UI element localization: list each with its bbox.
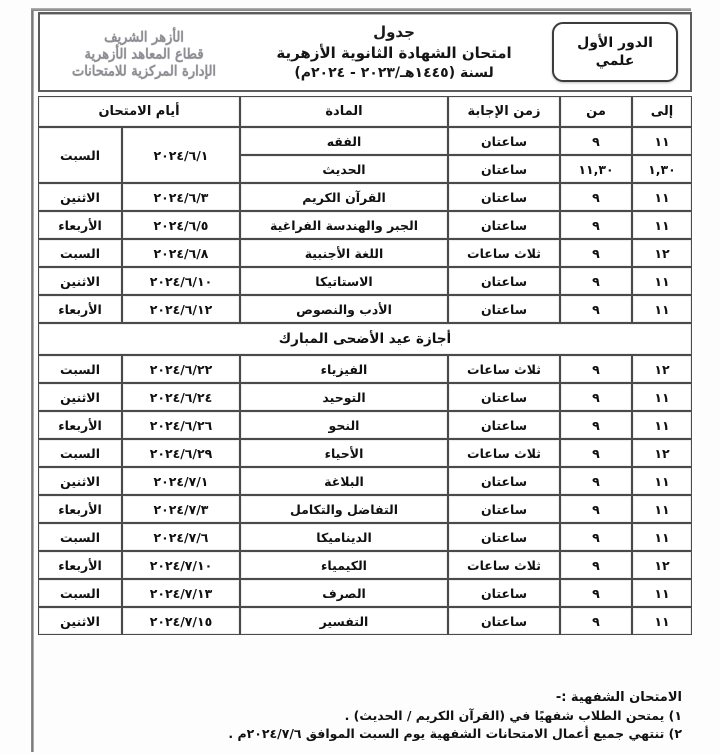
cell-date: ٢٠٢٤/٦/٥: [122, 211, 240, 239]
cell-subject: الفيزياء: [240, 355, 448, 383]
cell-from: ٩: [560, 267, 632, 295]
round-badge-line-2: علمي: [595, 53, 635, 69]
cell-day: الأربعاء: [38, 295, 122, 323]
cell-subject: التفسير: [240, 607, 448, 635]
title-main: جدول: [373, 23, 415, 41]
table-row: [38, 211, 692, 239]
cell-day: السبت: [38, 239, 122, 267]
schedule-table-container: [38, 96, 692, 635]
title-year: لسنة (١٤٤٥هـ/٢٠٢٣ - ٢٠٢٤م): [294, 65, 494, 81]
table-row: [38, 267, 692, 295]
notes-item-2: ٢) تنتهي جميع أعمال الامتحانات الشفهية يوم السبت الموافق ٢٠٢٤/٧/٦م .: [228, 726, 682, 742]
cell-from: ١١,٣٠: [560, 155, 632, 183]
cell-duration: ساعتان: [448, 183, 560, 211]
round-badge: [540, 14, 690, 90]
cell-to: ١١: [632, 579, 692, 607]
table-head: [38, 96, 692, 127]
cell-subject: الفقه: [240, 127, 448, 155]
cell-date: ٢٠٢٤/٦/٨: [122, 239, 240, 267]
cell-to: ١١: [632, 295, 692, 323]
letterhead-line-2: قطاع المعاهد الأزهرية: [84, 45, 204, 63]
cell-subject: الديناميكا: [240, 523, 448, 551]
cell-subject: الجبر والهندسة الفراغية: [240, 211, 448, 239]
cell-day: الاثنين: [38, 467, 122, 495]
cell-date: ٢٠٢٤/٦/١: [122, 127, 240, 183]
column-header-from: من: [560, 96, 632, 127]
holiday-label: أجازة عيد الأضحى المبارك: [38, 323, 692, 355]
cell-day: الاثنين: [38, 607, 122, 635]
holiday-row: [38, 323, 692, 355]
cell-duration: ساعتان: [448, 411, 560, 439]
cell-date: ٢٠٢٤/٦/٢٢: [122, 355, 240, 383]
cell-subject: الاستاتيكا: [240, 267, 448, 295]
cell-subject: الأحياء: [240, 439, 448, 467]
table-row: [38, 495, 692, 523]
cell-subject: التوحيد: [240, 383, 448, 411]
cell-to: ١١: [632, 495, 692, 523]
cell-to: ١١: [632, 383, 692, 411]
table-body: [38, 127, 692, 635]
cell-to: ١١: [632, 523, 692, 551]
table-row: [38, 411, 692, 439]
cell-duration: ساعتان: [448, 495, 560, 523]
cell-duration: ثلاث ساعات: [448, 439, 560, 467]
cell-date: ٢٠٢٤/٧/٣: [122, 495, 240, 523]
cell-day: الأربعاء: [38, 211, 122, 239]
cell-duration: ساعتان: [448, 211, 560, 239]
cell-to: ١,٣٠: [632, 155, 692, 183]
cell-subject: الصرف: [240, 579, 448, 607]
table-row: [38, 551, 692, 579]
cell-day: السبت: [38, 523, 122, 551]
round-badge-line-1: الدور الأول: [577, 35, 653, 51]
notes-title: الامتحان الشفهية :-: [555, 690, 682, 705]
cell-subject: القرآن الكريم: [240, 183, 448, 211]
cell-day: السبت: [38, 355, 122, 383]
cell-to: ١١: [632, 267, 692, 295]
cell-subject: الكيمياء: [240, 551, 448, 579]
cell-from: ٩: [560, 239, 632, 267]
cell-to: ١١: [632, 607, 692, 635]
cell-duration: ساعتان: [448, 467, 560, 495]
exam-schedule-table: [38, 96, 692, 635]
oral-exam-notes: [228, 690, 682, 743]
cell-from: ٩: [560, 439, 632, 467]
cell-from: ٩: [560, 383, 632, 411]
cell-from: ٩: [560, 495, 632, 523]
letterhead-line-3: الإدارة المركزية للامتحانات: [71, 62, 217, 80]
cell-date: ٢٠٢٤/٦/٢٩: [122, 439, 240, 467]
table-row: [38, 355, 692, 383]
cell-day: السبت: [38, 127, 122, 183]
page-frame-line: [31, 8, 34, 752]
page-frame-top-line: [31, 8, 691, 11]
cell-duration: ساعتان: [448, 523, 560, 551]
cell-from: ٩: [560, 551, 632, 579]
column-header-duration: زمن الإجابة: [448, 96, 560, 127]
cell-to: ١٢: [632, 355, 692, 383]
cell-subject: النحو: [240, 411, 448, 439]
cell-subject: الحديث: [240, 155, 448, 183]
title-subtitle: امتحان الشهادة الثانوية الأزهرية: [276, 44, 512, 62]
table-row: [38, 439, 692, 467]
cell-date: ٢٠٢٤/٧/١٥: [122, 607, 240, 635]
cell-date: ٢٠٢٤/٦/١٢: [122, 295, 240, 323]
cell-date: ٢٠٢٤/٧/١٣: [122, 579, 240, 607]
cell-from: ٩: [560, 523, 632, 551]
cell-date: ٢٠٢٤/٦/١٠: [122, 267, 240, 295]
cell-duration: ثلاث ساعات: [448, 551, 560, 579]
cell-day: الأربعاء: [38, 551, 122, 579]
cell-to: ١٢: [632, 439, 692, 467]
cell-duration: ساعتان: [448, 383, 560, 411]
cell-duration: ساعتان: [448, 295, 560, 323]
cell-date: ٢٠٢٤/٧/١٠: [122, 551, 240, 579]
cell-from: ٩: [560, 183, 632, 211]
round-badge-box: [552, 22, 678, 82]
cell-day: الأربعاء: [38, 495, 122, 523]
page-title: [248, 14, 540, 90]
cell-from: ٩: [560, 295, 632, 323]
table-row: [38, 127, 692, 155]
cell-from: ٩: [560, 355, 632, 383]
cell-date: ٢٠٢٤/٦/٢٤: [122, 383, 240, 411]
table-row: [38, 467, 692, 495]
cell-to: ١١: [632, 411, 692, 439]
cell-from: ٩: [560, 127, 632, 155]
letterhead-line-1: الأزهر الشريف: [104, 28, 184, 46]
table-header-row: [38, 96, 692, 127]
cell-to: ١٢: [632, 239, 692, 267]
table-row: [38, 579, 692, 607]
letterhead: [40, 14, 248, 90]
cell-to: ١١: [632, 183, 692, 211]
table-row: [38, 383, 692, 411]
cell-date: ٢٠٢٤/٧/١: [122, 467, 240, 495]
cell-day: الاثنين: [38, 183, 122, 211]
cell-duration: ثلاث ساعات: [448, 239, 560, 267]
column-header-subject: المادة: [240, 96, 448, 127]
column-header-exam-days: أيام الامتحان: [38, 96, 240, 127]
column-header-to: إلى: [632, 96, 692, 127]
cell-subject: اللغة الأجنبية: [240, 239, 448, 267]
cell-date: ٢٠٢٤/٦/٣: [122, 183, 240, 211]
cell-day: الاثنين: [38, 383, 122, 411]
cell-from: ٩: [560, 579, 632, 607]
cell-duration: ساعتان: [448, 127, 560, 155]
cell-subject: التفاضل والتكامل: [240, 495, 448, 523]
cell-from: ٩: [560, 411, 632, 439]
notes-item-1: ١) يمتحن الطلاب شفهيًا في (القرآن الكريم / الحديث) .: [344, 708, 682, 723]
cell-day: السبت: [38, 579, 122, 607]
cell-date: ٢٠٢٤/٦/٢٦: [122, 411, 240, 439]
cell-duration: ساعتان: [448, 155, 560, 183]
table-row: [38, 183, 692, 211]
cell-subject: البلاغة: [240, 467, 448, 495]
cell-from: ٩: [560, 467, 632, 495]
cell-day: السبت: [38, 439, 122, 467]
cell-from: ٩: [560, 211, 632, 239]
cell-day: الاثنين: [38, 267, 122, 295]
cell-to: ١٢: [632, 551, 692, 579]
cell-duration: ساعتان: [448, 607, 560, 635]
cell-day: الأربعاء: [38, 411, 122, 439]
table-row: [38, 523, 692, 551]
cell-from: ٩: [560, 607, 632, 635]
table-row: [38, 607, 692, 635]
cell-duration: ثلاث ساعات: [448, 355, 560, 383]
document-header: [38, 12, 692, 92]
cell-date: ٢٠٢٤/٧/٦: [122, 523, 240, 551]
cell-to: ١١: [632, 127, 692, 155]
cell-duration: ساعتان: [448, 267, 560, 295]
cell-duration: ساعتان: [448, 579, 560, 607]
cell-to: ١١: [632, 211, 692, 239]
cell-to: ١١: [632, 467, 692, 495]
cell-subject: الأدب والنصوص: [240, 295, 448, 323]
table-row: [38, 239, 692, 267]
table-row: [38, 295, 692, 323]
